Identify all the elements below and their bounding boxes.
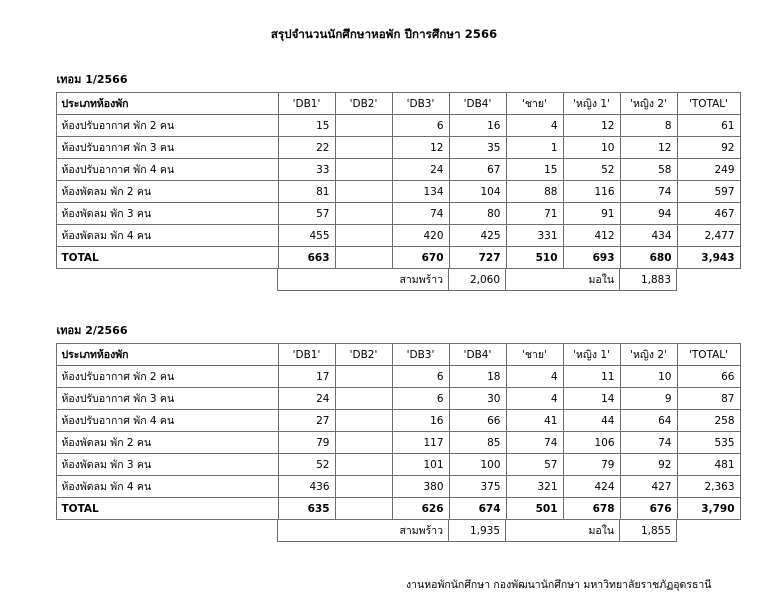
column-header-male: 'ชาย' [506,93,563,115]
cell-db3: 6 [392,388,449,410]
cell-female1: 693 [563,247,620,269]
cell-db1: 17 [278,366,335,388]
cell-category: ห้องปรับอากาศ พัก 3 คน [56,137,278,159]
cell-db4: 674 [449,498,506,520]
cell-db4: 100 [449,454,506,476]
cell-total: 3,790 [677,498,740,520]
table-row [56,115,740,137]
column-header-db2: 'DB2' [335,93,392,115]
cell-db2 [335,388,392,410]
cell-category: TOTAL [56,247,278,269]
table-header-row [56,344,740,366]
summary-spacer [56,269,278,291]
cell-male: 4 [506,388,563,410]
cell-female2: 676 [620,498,677,520]
cell-db2 [335,498,392,520]
cell-male: 15 [506,159,563,181]
cell-db1: 79 [278,432,335,454]
cell-db3: 6 [392,366,449,388]
term1-table-head [56,93,740,115]
cell-total: 61 [677,115,740,137]
cell-db2 [335,247,392,269]
column-header-db4: 'DB4' [449,344,506,366]
term2-label: เทอม 2/2566 [56,324,128,337]
cell-total: 481 [677,454,740,476]
cell-db2 [335,181,392,203]
cell-female1: 12 [563,115,620,137]
cell-db4: 425 [449,225,506,247]
cell-db1: 33 [278,159,335,181]
term1-table [56,92,741,269]
cell-db4: 66 [449,410,506,432]
cell-category: ห้องปรับอากาศ พัก 4 คน [56,159,278,181]
table-row [56,388,740,410]
cell-female2: 9 [620,388,677,410]
cell-total: 535 [677,432,740,454]
cell-female2: 12 [620,137,677,159]
column-header-db4: 'DB4' [449,93,506,115]
cell-db3: 380 [392,476,449,498]
cell-db4: 375 [449,476,506,498]
cell-total: 467 [677,203,740,225]
cell-female2: 58 [620,159,677,181]
term1-label: เทอม 1/2566 [56,73,128,86]
column-header-type: ประเภทห้องพัก [56,344,278,366]
cell-male: 57 [506,454,563,476]
cell-female1: 44 [563,410,620,432]
cell-db2 [335,366,392,388]
column-header-female2: 'หญิง 2' [620,93,677,115]
cell-female1: 10 [563,137,620,159]
document-footer: งานหอพักนักศึกษา กองพัฒนานักศึกษา มหาวิทยาลัยราชภัฏอุดรธานี [406,579,712,591]
cell-male: 331 [506,225,563,247]
cell-female2: 92 [620,454,677,476]
summary-site2-value: 1,855 [620,520,677,542]
cell-db1: 15 [278,115,335,137]
cell-db4: 35 [449,137,506,159]
table-row [56,181,740,203]
cell-db1: 27 [278,410,335,432]
column-header-female2: 'หญิง 2' [620,344,677,366]
page-title: สรุปจำนวนนักศึกษาหอพัก ปีการศึกษา 2566 [270,27,498,41]
cell-db3: 12 [392,137,449,159]
cell-db1: 436 [278,476,335,498]
cell-db4: 104 [449,181,506,203]
cell-female2: 74 [620,181,677,203]
cell-db1: 57 [278,203,335,225]
cell-db4: 16 [449,115,506,137]
column-header-total: 'TOTAL' [677,93,740,115]
cell-db3: 24 [392,159,449,181]
table-row [56,366,740,388]
cell-db3: 74 [392,203,449,225]
column-header-total: 'TOTAL' [677,344,740,366]
summary-site2-label: มอใน [506,269,620,291]
cell-female2: 94 [620,203,677,225]
summary-row [56,520,740,542]
table-row [56,476,740,498]
cell-male: 4 [506,115,563,137]
cell-db3: 6 [392,115,449,137]
cell-db2 [335,225,392,247]
cell-female1: 106 [563,432,620,454]
cell-db3: 117 [392,432,449,454]
summary-site1-value: 2,060 [449,269,506,291]
table-row [56,225,740,247]
column-header-db3: 'DB3' [392,93,449,115]
cell-male: 4 [506,366,563,388]
cell-category: ห้องปรับอากาศ พัก 2 คน [56,366,278,388]
summary-site1-label: สามพร้าว [278,269,449,291]
cell-female1: 52 [563,159,620,181]
cell-total: 249 [677,159,740,181]
cell-female2: 8 [620,115,677,137]
cell-female2: 64 [620,410,677,432]
summary-site1-value: 1,935 [449,520,506,542]
cell-female2: 434 [620,225,677,247]
cell-male: 1 [506,137,563,159]
cell-db3: 16 [392,410,449,432]
cell-db2 [335,476,392,498]
cell-female1: 14 [563,388,620,410]
term2-table-body [56,366,740,520]
table-row [56,454,740,476]
cell-category: ห้องพัดลม พัก 4 คน [56,225,278,247]
table-total-row [56,247,740,269]
cell-db2 [335,159,392,181]
cell-db4: 18 [449,366,506,388]
term1-table-body [56,115,740,269]
cell-female1: 116 [563,181,620,203]
summary-trailing-spacer [677,520,740,542]
cell-category: ห้องพัดลม พัก 4 คน [56,476,278,498]
cell-female1: 79 [563,454,620,476]
cell-category: TOTAL [56,498,278,520]
table-header-row [56,93,740,115]
cell-db2 [335,203,392,225]
cell-db4: 30 [449,388,506,410]
cell-female2: 680 [620,247,677,269]
cell-db4: 727 [449,247,506,269]
summary-site1-label: สามพร้าว [278,520,449,542]
cell-total: 597 [677,181,740,203]
cell-db2 [335,137,392,159]
summary-spacer [56,520,278,542]
cell-db4: 80 [449,203,506,225]
column-header-db1: 'DB1' [278,344,335,366]
cell-db3: 670 [392,247,449,269]
term1-section [56,70,735,291]
column-header-db2: 'DB2' [335,344,392,366]
term2-summary-table [56,519,740,542]
cell-db3: 101 [392,454,449,476]
cell-male: 71 [506,203,563,225]
cell-category: ห้องพัดลม พัก 3 คน [56,203,278,225]
cell-db1: 22 [278,137,335,159]
cell-total: 87 [677,388,740,410]
cell-category: ห้องพัดลม พัก 2 คน [56,432,278,454]
cell-male: 88 [506,181,563,203]
cell-male: 321 [506,476,563,498]
cell-female2: 427 [620,476,677,498]
column-header-female1: 'หญิง 1' [563,93,620,115]
cell-total: 3,943 [677,247,740,269]
cell-category: ห้องพัดลม พัก 3 คน [56,454,278,476]
cell-male: 74 [506,432,563,454]
table-row [56,203,740,225]
cell-female1: 412 [563,225,620,247]
cell-female1: 678 [563,498,620,520]
table-row [56,432,740,454]
cell-female2: 74 [620,432,677,454]
table-row [56,159,740,181]
term2-table [56,343,741,520]
cell-male: 501 [506,498,563,520]
cell-db1: 455 [278,225,335,247]
cell-category: ห้องปรับอากาศ พัก 4 คน [56,410,278,432]
summary-site2-value: 1,883 [620,269,677,291]
column-header-male: 'ชาย' [506,344,563,366]
cell-db2 [335,115,392,137]
table-row [56,137,740,159]
cell-db4: 85 [449,432,506,454]
cell-category: ห้องปรับอากาศ พัก 2 คน [56,115,278,137]
cell-female2: 10 [620,366,677,388]
column-header-type: ประเภทห้องพัก [56,93,278,115]
table-row [56,410,740,432]
column-header-female1: 'หญิง 1' [563,344,620,366]
term1-summary-table [56,268,740,291]
cell-db1: 24 [278,388,335,410]
cell-category: ห้องปรับอากาศ พัก 3 คน [56,388,278,410]
summary-site2-label: มอใน [506,520,620,542]
summary-row [56,269,740,291]
cell-female1: 91 [563,203,620,225]
cell-female1: 11 [563,366,620,388]
cell-total: 92 [677,137,740,159]
table-total-row [56,498,740,520]
term2-section [56,321,735,542]
cell-male: 41 [506,410,563,432]
cell-db3: 420 [392,225,449,247]
term2-table-head [56,344,740,366]
cell-db3: 626 [392,498,449,520]
cell-db1: 81 [278,181,335,203]
cell-female1: 424 [563,476,620,498]
cell-db2 [335,432,392,454]
cell-male: 510 [506,247,563,269]
cell-db4: 67 [449,159,506,181]
cell-db1: 52 [278,454,335,476]
column-header-db3: 'DB3' [392,344,449,366]
cell-total: 2,477 [677,225,740,247]
cell-total: 66 [677,366,740,388]
column-header-db1: 'DB1' [278,93,335,115]
cell-db1: 663 [278,247,335,269]
cell-db1: 635 [278,498,335,520]
cell-total: 2,363 [677,476,740,498]
cell-db2 [335,454,392,476]
cell-total: 258 [677,410,740,432]
cell-category: ห้องพัดลม พัก 2 คน [56,181,278,203]
cell-db2 [335,410,392,432]
cell-db3: 134 [392,181,449,203]
summary-trailing-spacer [677,269,740,291]
